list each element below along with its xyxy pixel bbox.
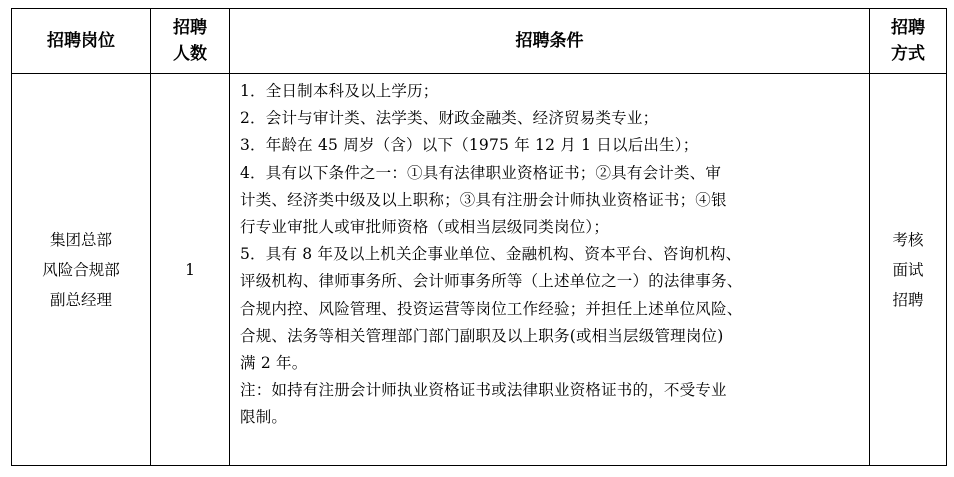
requirement-line: 合规、法务等相关管理部门部门副职及以上职务(或相当层级管理岗位) xyxy=(240,326,724,345)
position-line: 集团总部 xyxy=(49,230,112,249)
requirement-line: 4．具有以下条件之一：①具有法律职业资格证书；②具有会计类、审 xyxy=(240,163,722,182)
requirement-line: 2．会计与审计类、法学类、财政金融类、经济贸易类专业； xyxy=(240,109,659,128)
position-line: 副总经理 xyxy=(49,290,112,309)
count-cell: 1 xyxy=(151,74,230,466)
header-position: 招聘岗位 xyxy=(12,9,151,74)
header-count-line: 人数 xyxy=(173,44,207,64)
header-row xyxy=(12,9,947,74)
header-method-line: 招聘 xyxy=(891,18,925,38)
header-method xyxy=(870,9,947,74)
requirement-line: 1．全日制本科及以上学历； xyxy=(240,82,439,100)
requirement-line: 3．年龄在 45 周岁（含）以下（1975 年 12 月 1 日以后出生）； xyxy=(240,136,699,155)
requirement-line: 计类、经济类中级及以上职称；③具有注册会计师执业资格证书；④银 xyxy=(240,190,727,209)
method-line: 招聘 xyxy=(892,290,924,309)
requirements-cell xyxy=(230,74,870,466)
recruitment-table xyxy=(11,8,947,466)
header-count xyxy=(151,9,230,74)
method-cell xyxy=(870,74,947,466)
position-cell xyxy=(12,74,151,466)
requirement-line: 行专业审批人或审批师资格（或相当层级同类岗位）； xyxy=(240,218,610,237)
header-method-line: 方式 xyxy=(891,44,925,64)
position-line: 风险合规部 xyxy=(42,260,120,279)
requirement-line: 合规内控、风险管理、投资运营等岗位工作经验；并担任上述单位风险、 xyxy=(240,299,743,318)
requirement-line: 注：如持有注册会计师执业资格证书或法律职业资格证书的，不受专业 xyxy=(240,381,727,400)
method-line: 考核 xyxy=(892,230,924,249)
method-line: 面试 xyxy=(892,260,924,279)
header-requirements: 招聘条件 xyxy=(230,9,870,74)
requirement-line: 限制。 xyxy=(240,408,288,427)
requirement-line: 5．具有 8 年及以上机关企事业单位、金融机构、资本平台、咨询机构、 xyxy=(240,245,742,264)
header-count-line: 招聘 xyxy=(173,18,207,38)
requirement-line: 评级机构、律师事务所、会计师事务所等（上述单位之一）的法律事务、 xyxy=(240,272,743,291)
requirement-line: 满 2 年。 xyxy=(240,354,308,373)
table-row xyxy=(12,74,947,466)
